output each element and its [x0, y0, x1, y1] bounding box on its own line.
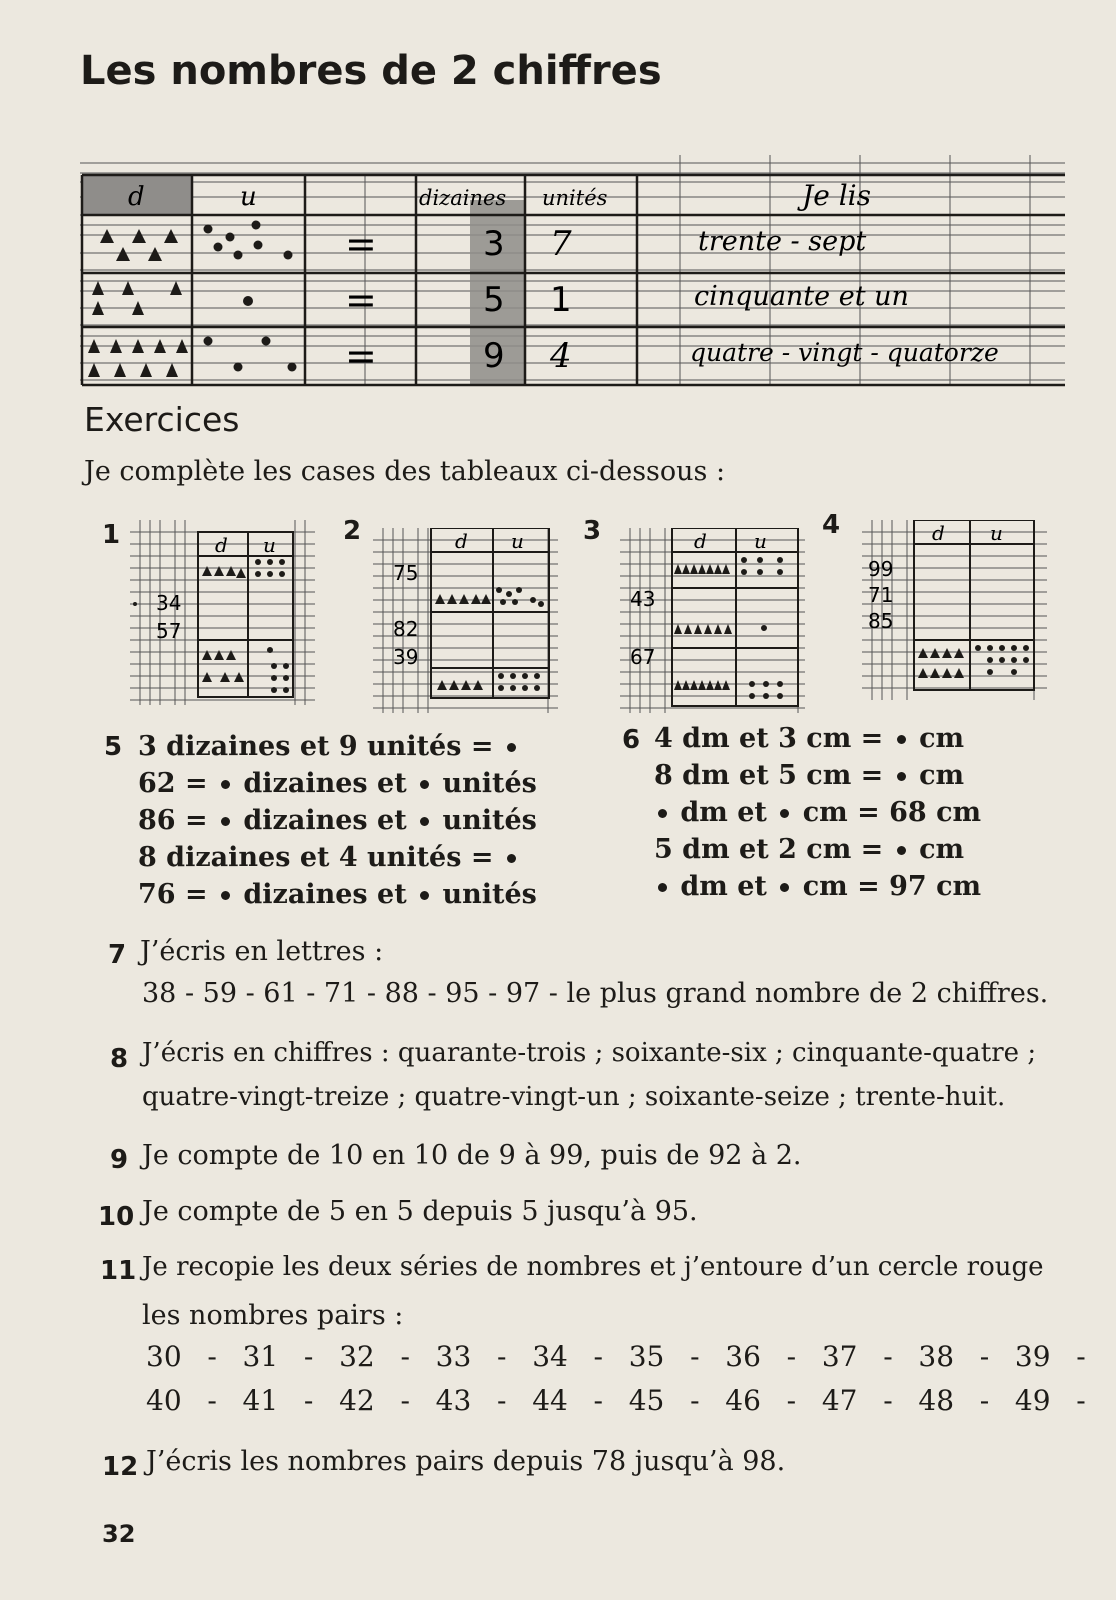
ex7-number: 7: [108, 940, 127, 970]
small-table-3-number: 3: [583, 516, 602, 546]
row-1-dots: [204, 221, 293, 260]
header-u: u: [240, 182, 257, 212]
blank-dot: [507, 743, 516, 752]
ex8-number: 8: [110, 1044, 129, 1074]
ex8-line-1: J’écris en chiffres : quarante-trois ; soixante-six ; cinquante-quatre ;: [142, 1038, 1037, 1068]
ex11-series-2: 40 - 41 - 42 - 43 - 44 - 45 - 46 - 47 - 48 - 49 -: [146, 1384, 1086, 1417]
blank-dot: [897, 846, 906, 855]
blank-dot: [897, 772, 906, 781]
blank-dot: [507, 854, 516, 863]
row-1-words: trente - sept: [698, 226, 867, 257]
small-table-4-num-3: 85: [868, 609, 894, 633]
small-table-4: [862, 520, 1052, 705]
ex7-line-1: J’écris en lettres :: [140, 936, 384, 967]
row-3-triangles: [88, 339, 188, 377]
intro-text: Je complète les cases des tableaux ci-dessous :: [84, 456, 726, 487]
small-table-2-num-3: 39: [393, 645, 419, 669]
row-1-unites: 7: [550, 224, 572, 264]
ex11-number: 11: [100, 1256, 137, 1286]
small-table-1-num-2: 57: [156, 619, 182, 643]
ex6-line-4: 5 dm et 2 cm = cm: [654, 834, 965, 865]
row-3-dizaines: 9: [483, 336, 505, 376]
ex5-line-1: 3 dizaines et 9 unités =: [138, 728, 537, 765]
ex10-number: 10: [98, 1202, 135, 1232]
ex6-line-3: dm et cm = 68 cm: [654, 794, 981, 831]
row-2-equals: =: [345, 278, 377, 322]
blank-dot: [658, 883, 667, 892]
ex7-line-2: 38 - 59 - 61 - 71 - 88 - 95 - 97 - le plus grand nombre de 2 chiffres.: [142, 978, 1049, 1009]
ex10-text: Je compte de 5 en 5 depuis 5 jusqu’à 95.: [142, 1196, 698, 1227]
small-table-2-num-2: 82: [393, 617, 419, 641]
blank-dot: [780, 809, 789, 818]
row-2-words: cinquante et un: [694, 281, 909, 312]
ex6-block: [654, 720, 981, 905]
blank-dot: [897, 735, 906, 744]
ex5-line-3: 86 = dizaines et unités: [138, 805, 537, 836]
row-2-dot: [243, 296, 253, 306]
blank-dot: [420, 817, 429, 826]
row-1-dizaines: 3: [483, 224, 505, 264]
small-table-3-num-1: 43: [630, 587, 656, 611]
small-table-4-d: d: [932, 521, 945, 545]
ex5-line-2: 62 = dizaines et unités: [138, 768, 537, 799]
blank-dot: [221, 891, 230, 900]
small-table-3-u: u: [754, 529, 767, 553]
ex8-line-2: quatre-vingt-treize ; quatre-vingt-un ; soixante-seize ; trente-huit.: [142, 1082, 1006, 1112]
ex11-series-1: 30 - 31 - 32 - 33 - 34 - 35 - 36 - 37 - 38 - 39 -: [146, 1340, 1086, 1373]
small-table-3: [620, 528, 810, 718]
ex5-line-4: 8 dizaines et 4 unités =: [138, 839, 537, 876]
row-3-unites: 4: [550, 336, 572, 376]
ex5-block: [138, 728, 537, 913]
small-table-1-d: d: [215, 533, 228, 557]
ex9-text: Je compte de 10 en 10 de 9 à 99, puis de 92 à 2.: [142, 1140, 802, 1171]
row-3-dots: [204, 337, 297, 372]
small-table-3-d: d: [694, 529, 707, 553]
small-table-2-number: 2: [343, 516, 362, 546]
ex9-number: 9: [110, 1145, 129, 1175]
blank-dot: [420, 891, 429, 900]
ex6-line-1: 4 dm et 3 cm = cm: [654, 723, 965, 754]
row-1-triangles: [100, 229, 178, 261]
page-number: 32: [102, 1520, 136, 1548]
small-table-1: [130, 520, 320, 710]
blank-dot: [221, 780, 230, 789]
exercices-heading: Exercices: [84, 400, 240, 439]
header-unites: unités: [542, 186, 608, 210]
row-2-dizaines: 5: [483, 280, 505, 320]
blank-dot: [658, 809, 667, 818]
row-2-triangles: [92, 281, 182, 315]
ex12-number: 12: [102, 1452, 139, 1482]
row-3-words: quatre - vingt - quatorze: [690, 338, 999, 367]
small-table-2: [373, 528, 563, 718]
small-table-4-num-2: 71: [868, 583, 894, 607]
row-3-equals: =: [345, 334, 377, 378]
small-table-1-num-1: 34: [156, 591, 182, 615]
blank-dot: [780, 883, 789, 892]
main-table: [80, 155, 1070, 390]
ex12-text: J’écris les nombres pairs depuis 78 jusqu’à 98.: [146, 1446, 786, 1477]
small-table-4-u: u: [990, 521, 1003, 545]
small-table-2-d: d: [455, 529, 468, 553]
ex5-line-5: 76 = dizaines et unités: [138, 879, 537, 910]
small-table-4-number: 4: [822, 510, 841, 540]
ex6-line-2: 8 dm et 5 cm = cm: [654, 760, 965, 791]
ex5-number: 5: [104, 732, 123, 762]
small-table-2-num-1: 75: [393, 561, 419, 585]
blank-dot: [221, 817, 230, 826]
header-je-lis: Je lis: [802, 179, 871, 212]
small-table-4-num-1: 99: [868, 557, 894, 581]
small-table-2-u: u: [511, 529, 524, 553]
small-table-1-number: 1: [102, 520, 121, 550]
ex11-line-1: Je recopie les deux séries de nombres et j’entoure d’un cercle rouge: [142, 1252, 1044, 1282]
small-table-3-num-2: 67: [630, 645, 656, 669]
page-title: Les nombres de 2 chiffres: [80, 48, 662, 94]
small-table-1-u: u: [263, 533, 276, 557]
ex6-line-5: dm et cm = 97 cm: [654, 868, 981, 905]
ex11-line-2: les nombres pairs :: [142, 1300, 404, 1331]
header-dizaines: dizaines: [419, 186, 507, 210]
row-1-equals: =: [345, 222, 377, 266]
blank-dot: [420, 780, 429, 789]
ex6-number: 6: [622, 725, 641, 755]
row-2-unites: 1: [550, 280, 572, 320]
header-d: d: [128, 182, 145, 212]
